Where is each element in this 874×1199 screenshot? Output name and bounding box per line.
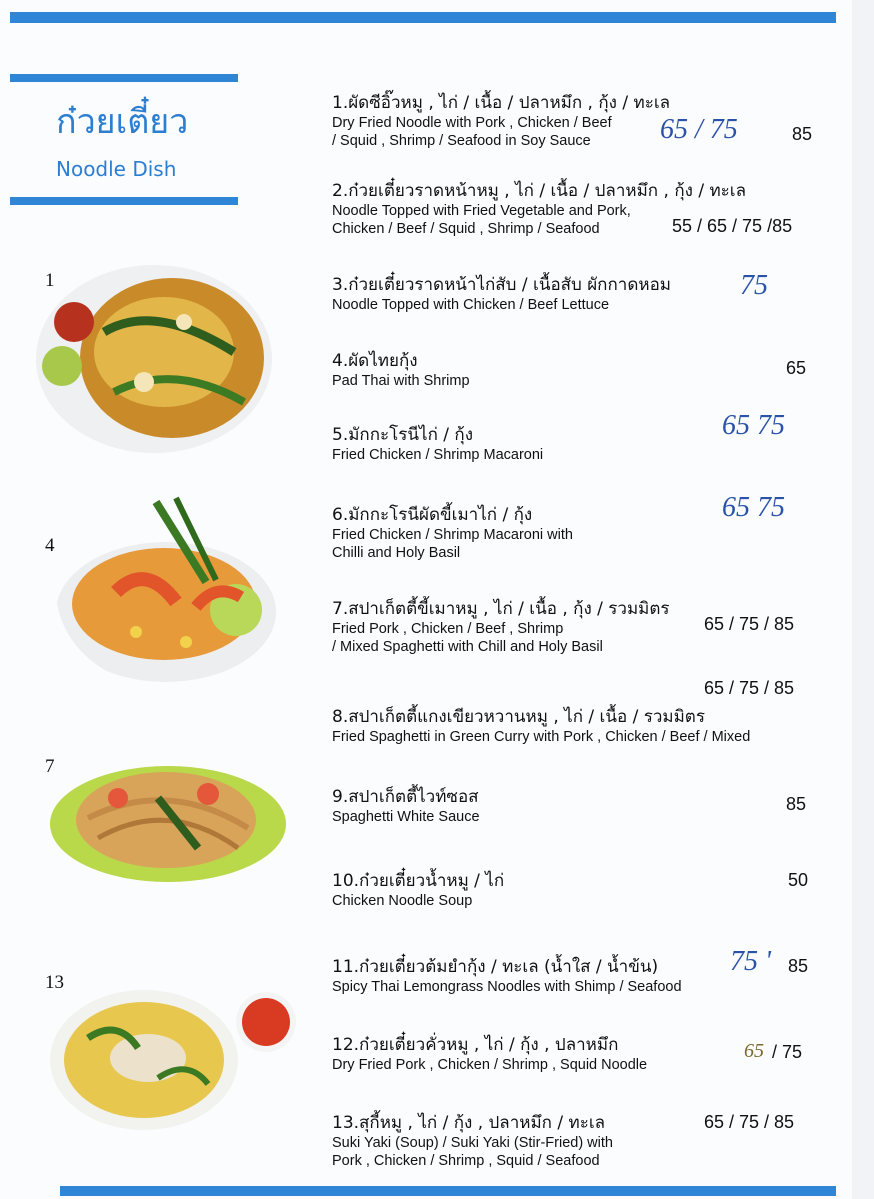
item-name-thai: 3.ก๋วยเตี๋ยวราดหน้าไก่สับ / เนื้อสับ ผักกาดหอม [332, 275, 671, 295]
item-name-thai: 7.สปาเก็ตตี้ขี้เมาหมู , ไก่ / เนื้อ , กุ้ง / รวมมิตร [332, 599, 670, 619]
item-name-english: Fried Spaghetti in Green Curry with Pork , Chicken / Beef / Mixed [332, 729, 751, 745]
food-photo-tom-yum-noodle [48, 988, 298, 1130]
item-name-thai: 2.ก๋วยเตี๋ยวราดหน้าหมู , ไก่ / เนื้อ / ปลาหมึก , กุ้ง / ทะเล [332, 181, 747, 201]
item-price: 50 [788, 870, 809, 890]
item-name-thai: 8.สปาเก็ตตี้แกงเขียวหวานหมู , ไก่ / เนื้อ / รวมมิตร [332, 707, 705, 727]
item-price: 55 / 65 / 75 /85 [672, 216, 793, 236]
food-photo-spaghetti [48, 758, 288, 886]
top-border-bar [10, 12, 836, 23]
title-rule-bottom [10, 197, 238, 205]
menu-item-12 [332, 1034, 802, 1074]
item-price: 65 / 75 / 85 [704, 678, 795, 698]
item-name-english: Spicy Thai Lemongrass Noodles with Shimp / Seafood [332, 979, 682, 995]
item-name-thai: 9.สปาเก็ตตี้ไวท์ซอส [332, 787, 479, 807]
food-photo-pad-see-ew [34, 262, 274, 456]
menu-item-3 [332, 274, 802, 314]
item-name-thai: 1.ผัดซีอิ๊วหมู , ไก่ / เนื้อ / ปลาหมึก , กุ้ง / ทะเล [332, 93, 671, 113]
item-name-english: Noodle Topped with Fried Vegetable and Pork, [332, 203, 631, 219]
item-name-thai: 4.ผัดไทยกุ้ง [332, 351, 418, 371]
item-name-english: Chicken / Beef / Squid , Shrimp / Seafood [332, 221, 600, 237]
photo-number: 7 [45, 756, 55, 777]
section-title-english: Noodle Dish [56, 157, 177, 181]
item-price: 85 [792, 124, 813, 144]
handwritten-price: 65 75 [722, 492, 785, 523]
item-name-thai: 5.มักกะโรนีไก่ / กุ้ง [332, 425, 473, 445]
item-name-english: Pork , Chicken / Shrimp , Squid / Seafood [332, 1153, 600, 1169]
food-photo-pad-thai [56, 492, 286, 688]
menu-item-9 [332, 786, 802, 826]
menu-item-4 [332, 350, 802, 390]
item-price: 65 / 75 / 85 [704, 1112, 795, 1132]
item-name-english: Noodle Topped with Chicken / Beef Lettuce [332, 297, 610, 313]
item-name-thai: 13.สุกี้หมู , ไก่ / กุ้ง , ปลาหมึก / ทะเล [332, 1113, 606, 1133]
photo-number: 4 [45, 535, 55, 556]
photo-number: 1 [45, 270, 55, 291]
page-edge [852, 0, 874, 1199]
bottom-border-bar [60, 1186, 836, 1196]
item-name-english: Pad Thai with Shrimp [332, 373, 470, 389]
item-name-english: Spaghetti White Sauce [332, 809, 480, 825]
menu-item-8 [332, 706, 802, 746]
item-name-english: Dry Fried Pork , Chicken / Shrimp , Squid Noodle [332, 1057, 648, 1073]
item-name-english: Chicken Noodle Soup [332, 893, 473, 909]
item-name-english: Chilli and Holy Basil [332, 545, 461, 561]
handwritten-price: 65 [744, 1040, 764, 1062]
item-name-english: Dry Fried Noodle with Pork , Chicken / Beef [332, 115, 612, 131]
item-name-thai: 10.ก๋วยเตี๋ยวน้ำหมู / ไก่ [332, 871, 505, 891]
item-name-english: Fried Pork , Chicken / Beef , Shrimp [332, 621, 564, 637]
item-price: / 75 [772, 1042, 803, 1062]
item-name-english: / Squid , Shrimp / Seafood in Soy Sauce [332, 133, 591, 149]
photo-number: 13 [45, 972, 64, 993]
handwritten-price: 75 ' [730, 946, 771, 977]
item-name-thai: 6.มักกะโรนีผัดขี้เมาไก่ / กุ้ง [332, 505, 533, 525]
handwritten-price: 75 [740, 270, 768, 301]
handwritten-price: 65 75 [722, 410, 785, 441]
item-price: 85 [788, 956, 809, 976]
item-name-english: / Mixed Spaghetti with Chill and Holy Basil [332, 639, 603, 655]
item-name-thai: 12.ก๋วยเตี๋ยวคั่วหมู , ไก่ / กุ้ง , ปลาหมึก [332, 1035, 619, 1055]
item-price: 85 [786, 794, 807, 814]
item-price: 65 [786, 358, 807, 378]
item-name-english: Suki Yaki (Soup) / Suki Yaki (Stir-Fried) with [332, 1135, 613, 1151]
section-title-thai: ก๋วยเตี๋ยว [56, 102, 189, 142]
item-name-english: Fried Chicken / Shrimp Macaroni with [332, 527, 573, 543]
menu-item-10 [332, 870, 802, 910]
item-price: 65 / 75 / 85 [704, 614, 795, 634]
item-name-thai: 11.ก๋วยเตี๋ยวต้มยำกุ้ง / ทะเล (น้ำใส / น้ำข้น) [332, 957, 659, 977]
title-rule-top [10, 74, 238, 82]
handwritten-price: 65 / 75 [660, 114, 738, 145]
item-name-english: Fried Chicken / Shrimp Macaroni [332, 447, 544, 463]
